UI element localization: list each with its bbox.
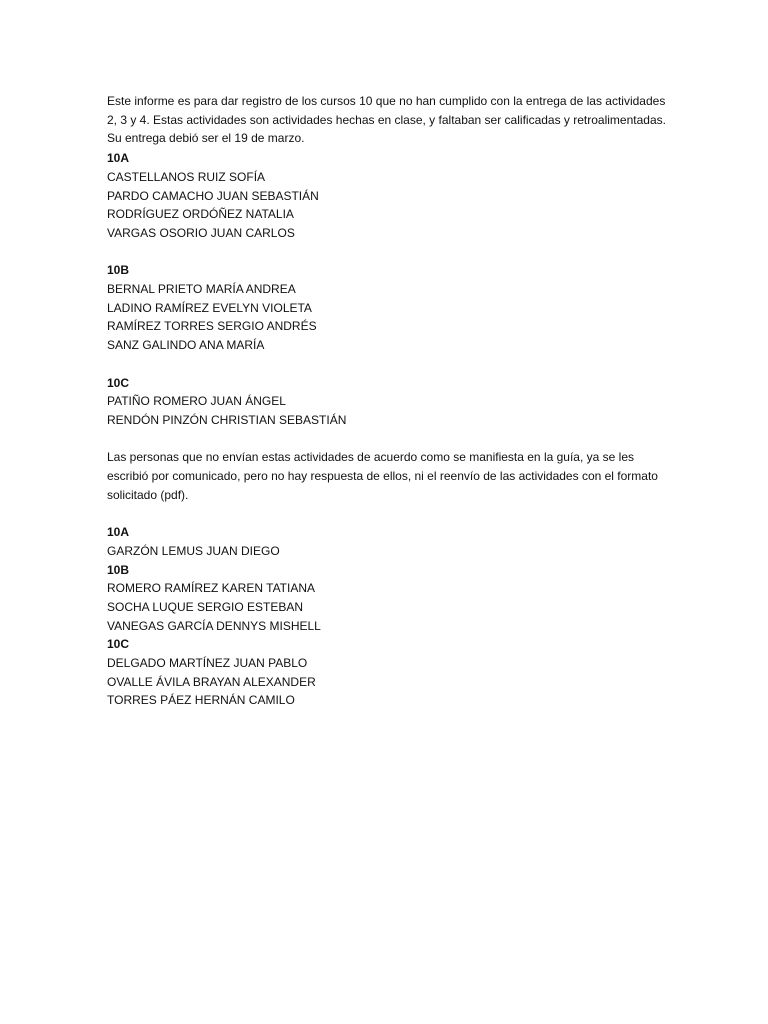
student-name: RENDÓN PINZÓN CHRISTIAN SEBASTIÁN bbox=[107, 412, 347, 427]
section1-group-10c bbox=[107, 374, 667, 430]
student-name: BERNAL PRIETO MARÍA ANDREA bbox=[107, 282, 296, 297]
section1-group-10b bbox=[107, 261, 667, 355]
group-heading: 10B bbox=[107, 263, 130, 278]
note-paragraph: Las personas que no envían estas actividades de acuerdo como se manifiesta en la guía, ya se les escribió por comunicado, pero no hay respuesta de ellos, ni el reenvío de las actividades con el formato solicitado (pdf). bbox=[107, 450, 658, 502]
student-name: SOCHA LUQUE SERGIO ESTEBAN bbox=[107, 599, 304, 614]
blank-line bbox=[107, 504, 667, 523]
group-heading: 10C bbox=[107, 637, 130, 652]
section1-group-10a bbox=[107, 149, 667, 243]
intro-paragraph: Este informe es para dar registro de los cursos 10 que no han cumplido con la entrega de las actividades 2, 3 y 4. Estas actividades son actividades hechas en clase, y faltaban ser calificadas y retroalimentadas. Su entrega debió ser el 19 de marzo. bbox=[107, 94, 666, 146]
group-heading: 10C bbox=[107, 375, 130, 390]
student-name: VANEGAS GARCÍA DENNYS MISHELL bbox=[107, 618, 321, 633]
student-name: OVALLE ÁVILA BRAYAN ALEXANDER bbox=[107, 674, 316, 689]
group-heading: 10A bbox=[107, 525, 130, 540]
student-name: PARDO CAMACHO JUAN SEBASTIÁN bbox=[107, 188, 319, 203]
student-name: LADINO RAMÍREZ EVELYN VIOLETA bbox=[107, 300, 312, 315]
blank-line bbox=[107, 430, 667, 449]
student-name: SANZ GALINDO ANA MARÍA bbox=[107, 338, 265, 353]
student-name: RAMÍREZ TORRES SERGIO ANDRÉS bbox=[107, 319, 317, 334]
student-name: TORRES PÁEZ HERNÁN CAMILO bbox=[107, 693, 295, 708]
student-name: ROMERO RAMÍREZ KAREN TATIANA bbox=[107, 581, 316, 596]
student-name: PATIÑO ROMERO JUAN ÁNGEL bbox=[107, 394, 286, 409]
blank-line bbox=[107, 243, 667, 262]
student-name: RODRÍGUEZ ORDÓÑEZ NATALIA bbox=[107, 207, 294, 222]
section2-group-10b bbox=[107, 561, 667, 636]
student-name: GARZÓN LEMUS JUAN DIEGO bbox=[107, 543, 280, 558]
blank-line bbox=[107, 355, 667, 374]
student-name: CASTELLANOS RUIZ SOFÍA bbox=[107, 169, 266, 184]
section2-group-10a bbox=[107, 523, 667, 560]
group-heading: 10B bbox=[107, 562, 130, 577]
student-name: DELGADO MARTÍNEZ JUAN PABLO bbox=[107, 656, 308, 671]
document-body bbox=[107, 92, 667, 710]
group-heading: 10A bbox=[107, 151, 130, 166]
section2-group-10c bbox=[107, 635, 667, 710]
student-name: VARGAS OSORIO JUAN CARLOS bbox=[107, 225, 295, 240]
